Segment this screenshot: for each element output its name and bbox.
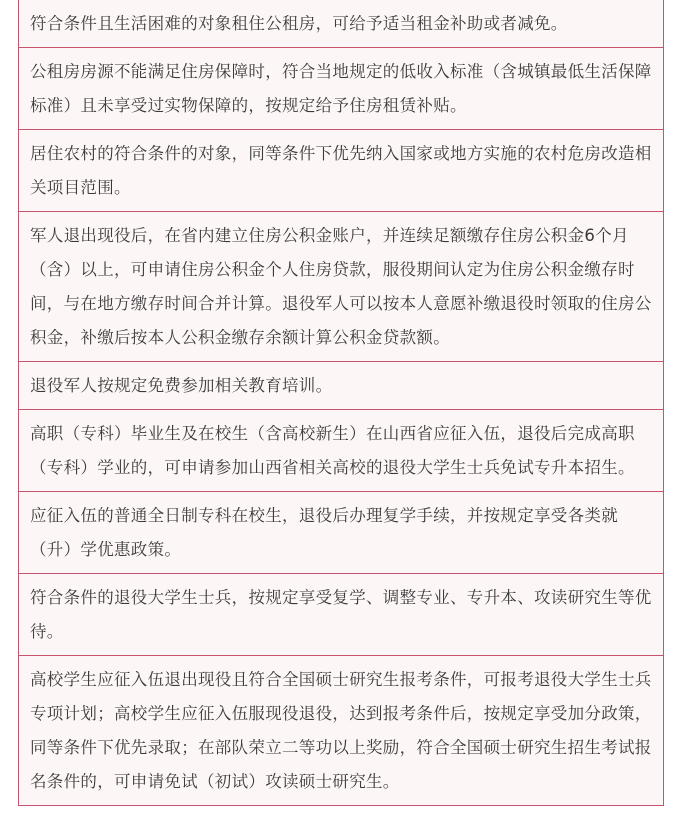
policy-row bbox=[19, 0, 663, 47]
policy-row bbox=[19, 491, 663, 573]
policy-row-text: 高职（专科）毕业生及在校生（含高校新生）在山西省应征入伍，退役后完成高职（专科）学业的，可申请参加山西省相关高校的退役大学生士兵免试专升本招生。 bbox=[30, 424, 635, 477]
policy-row-text: 高校学生应征入伍退出现役且符合全国硕士研究生报考条件，可报考退役大学生士兵专项计划；高校学生应征入伍服现役退役，达到报考条件后，按规定享受加分政策，同等条件下优先录取；在部队荣立二等功以上奖励，符合全国硕士研究生招生考试报名条件的，可申请免试（初试）攻读硕士研究生。 bbox=[30, 670, 652, 791]
policy-row-text: 应征入伍的普通全日制专科在校生，退役后办理复学手续，并按规定享受各类就（升）学优惠政策。 bbox=[30, 506, 618, 559]
policy-row bbox=[19, 573, 663, 655]
policy-row-text: 军人退出现役后，在省内建立住房公积金账户，并连续足额缴存住房公积金6个月（含）以上，可申请住房公积金个人住房贷款，服役期间认定为住房公积金缴存时间，与在地方缴存时间合并计算。退役军人可以按本人意愿补缴退役时领取的住房公积金，补缴后按本人公积金缴存余额计算公积金贷款额。 bbox=[30, 226, 652, 347]
policy-row bbox=[19, 655, 663, 805]
policy-row-text: 退役军人按规定免费参加相关教育培训。 bbox=[30, 376, 333, 395]
policy-row-text: 符合条件的退役大学生士兵，按规定享受复学、调整专业、专升本、攻读研究生等优待。 bbox=[30, 588, 652, 641]
policy-row bbox=[19, 409, 663, 491]
policy-row-text: 居住农村的符合条件的对象，同等条件下优先纳入国家或地方实施的农村危房改造相关项目范围。 bbox=[30, 144, 652, 197]
policy-row-text: 符合条件且生活困难的对象租住公租房，可给予适当租金补助或者减免。 bbox=[30, 14, 568, 33]
policy-row bbox=[19, 211, 663, 361]
policy-row bbox=[19, 47, 663, 129]
policy-row bbox=[19, 361, 663, 409]
policy-row-text: 公租房房源不能满足住房保障时，符合当地规定的低收入标准（含城镇最低生活保障标准）且未享受过实物保障的，按规定给予住房租赁补贴。 bbox=[30, 62, 652, 115]
policy-row bbox=[19, 129, 663, 211]
policy-table bbox=[18, 0, 664, 806]
